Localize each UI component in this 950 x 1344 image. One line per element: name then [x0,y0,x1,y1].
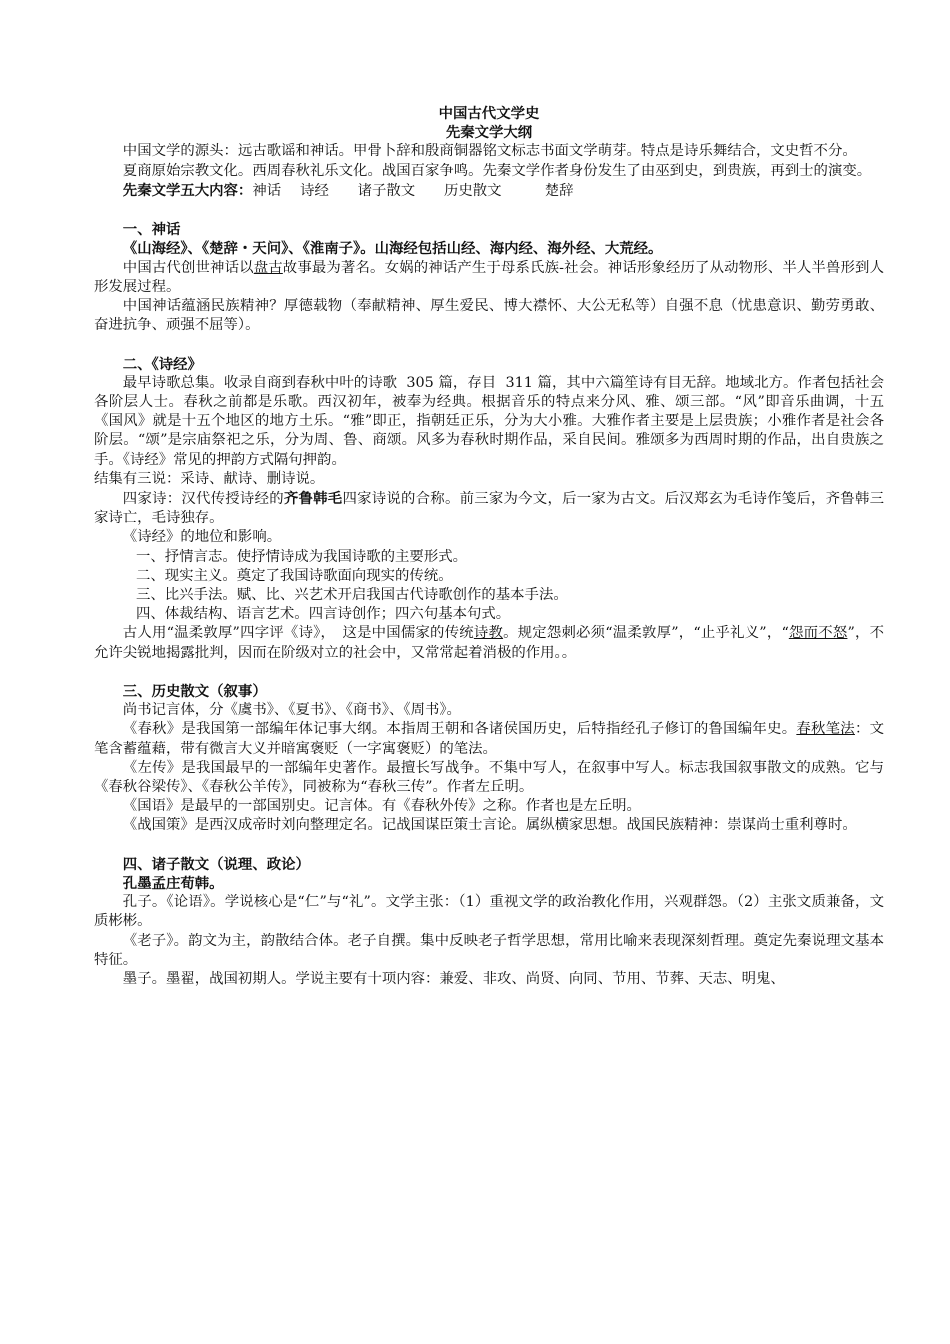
shijing-last-paragraph: 古人用“温柔敦厚”四字评《诗》， 这是中国儒家的传统诗教。规定怨刺必须“温柔敦厚”，“止乎礼义”，“怨而不怒”，不允许尖锐地揭露批判，因而在阶级对立的社会中，又常常起着消极的作用。。 [94,625,884,661]
shijiao-text: 诗教 [473,625,504,642]
history-paragraph-3: 《左传》是我国最早的一部编年史著作。最擅长写战争。不集中写人，在叙事中写人。标志我国叙事散文的成熟。它与《春秋谷梁传》、《春秋公羊传》，同被称为“春秋三传”。作者左丘明。 [94,759,884,796]
myth-paragraph-2: 中国神话蕴涵民族精神？厚德载物（奉献精神、厚生爱民、博大襟怀、大公无私等）自强不息（忧患意识、勤劳勇敢、奋进抗争、顽强不屈等）。 [94,298,884,334]
shijing-point-4: 四、体裁结构、语言艺术。四言诗创作；四六句基本句式。 [136,606,511,623]
chunqiu-bifa-text: 春秋笔法 [796,721,855,738]
history-paragraph-1: 尚书记言体，分《虞书》、《夏书》、《商书》、《周书》。 [122,702,461,719]
document-title: 中国古代文学史 [438,105,540,122]
shijing-point-2: 二、现实主义。奠定了我国诗歌面向现实的传统。 [136,567,453,584]
myth-books-line: 《山海经》、《楚辞・天问》、《淮南子》。山海经包括山经、海内经、海外经、大荒经。 [122,240,663,258]
shijing-paragraph-1: 最早诗歌总集。收录自商到春秋中叶的诗歌 305 篇，存目 311 篇，其中六篇笙诗有目无辞。地域北方。作者包括社会各阶层人士。春秋之前都是乐歌。西汉初年，被奉为经典。根据音乐的特点来分风、雅、颂三部。“风”即音乐曲调，十五《国风》就是十五个地区的地方土乐。“雅”即正，指朝廷正乐，分为大小雅。大雅作者主要是上层贵族；小雅作者是社会各阶层。“颂”是宗庙祭祀之乐，分为周、鲁、商颂。风多为春秋时期作品，采自民间。雅颂多为西周时期的作品，出自贵族之手。《诗经》常见的押韵方式隔句押韵。 [94,374,884,468]
zhuzi-paragraph-2: 《老子》。韵文为主，韵散结合体。老子自撰。集中反映老子哲学思想，常用比喻来表现深刻哲理。奠定先秦说理文基本特征。 [94,932,884,968]
history-paragraph-4: 《国语》是最早的一部国别史。记言体。有《春秋外传》之称。作者也是左丘明。 [122,798,641,815]
history-paragraph-5: 《战国策》是西汉成帝时刘向整理定名。记战国谋臣策士言论。属纵横家思想。战国民族精神：崇谋尚士重利尊时。 [122,817,857,834]
five-contents-label: 先秦文学五大内容： [122,181,253,199]
shijing-status-line: 《诗经》的地位和影响。 [122,529,282,546]
history-paragraph-2: 《春秋》是我国第一部编年体记事大纲。本指周王朝和各诸侯国历史，后特指经孔子修订的鲁国编年史。春秋笔法：文笔含蓄蕴藉，带有微言大义并暗寓褒贬（一字寓褒贬）的笔法。 [94,721,884,757]
document-page [94,104,884,989]
yuanerbunu-text: 怨而不怒 [788,625,848,642]
five-contents-line [94,181,884,201]
document-subtitle: 先秦文学大纲 [445,124,533,142]
section-heading-shijing: 二、《诗经》 [122,355,202,373]
pangu-link-text: 盘古 [253,259,283,276]
shijing-point-1: 一、抒情言志。使抒情诗成为我国诗歌的主要形式。 [136,548,467,565]
section-heading-zhuzi: 四、诸子散文（说理、政论） [122,855,310,873]
intro-paragraph-2: 夏商原始宗教文化。西周春秋礼乐文化。战国百家争鸣。先秦文学作者身份发生了由巫到史，到贵族，再到士的演变。 [122,162,872,179]
section-heading-history: 三、历史散文（叙事） [122,683,267,701]
myth-paragraph-1: 中国古代创世神话以盘古故事最为著名。女娲的神话产生于母系氏族-社会。神话形象经历了从动物形、半人半兽形到人形发展过程。 [94,259,884,295]
zhuzi-paragraph-3: 墨子。墨翟，战国初期人。学说主要有十项内容：兼爱、非攻、尚贤、向同、节用、节葬、天志、明鬼、 [122,971,785,988]
intro-paragraph-1: 中国文学的源头：远古歌谣和神话。甲骨卜辞和殷商铜器铭文标志书面文学萌芽。特点是诗乐舞结合，文史哲不分。 [122,143,857,160]
zhuzi-names-line: 孔墨孟庄荀韩。 [122,875,224,893]
shijing-four-schools: 四家诗：汉代传授诗经的齐鲁韩毛四家诗说的合称。前三家为今文，后一家为古文。后汉郑玄为毛诗作笺后，齐鲁韩三家诗亡，毛诗独存。 [94,490,884,527]
four-schools-names: 齐鲁韩毛 [283,490,343,508]
shijing-point-3: 三、比兴手法。赋、比、兴艺术开启我国古代诗歌创作的基本手法。 [136,587,568,604]
section-heading-myth: 一、神话 [122,221,181,239]
zhuzi-paragraph-1: 孔子。《论语》。学说核心是“仁”与“礼”。文学主张：（1）重视文学的政治教化作用，兴观群怨。（2）主张文质兼备，文质彬彬。 [94,894,884,930]
five-contents-items: 神话 诗经 诸子散文 历史散文 楚辞 [252,182,574,199]
shijing-collection-line: 结集有三说：采诗、献诗、删诗说。 [94,470,325,487]
